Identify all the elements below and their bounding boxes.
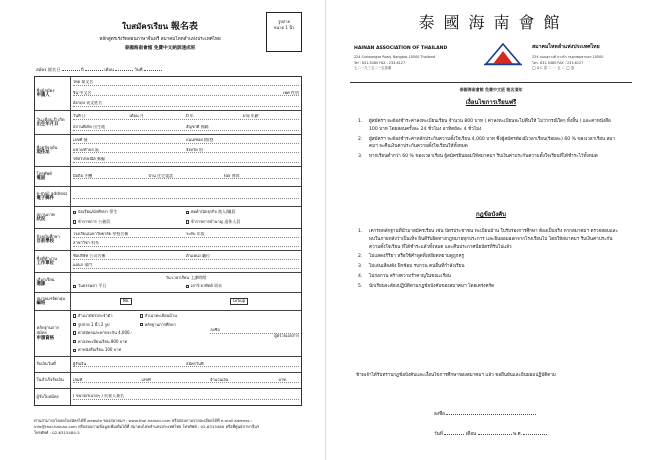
address-thai: 224 ถนนสุรวงศ์ บางรัก กรุงเทพมหานคร 10500 โทร. 631-5480 FAX : 233-6127 ◯ A C 泰 二 一 五 二 ◯ 泰 xyxy=(532,55,604,71)
fax-field[interactable]: Fax 傳真 xyxy=(223,173,240,178)
age-field[interactable]: อายุ 年齢 xyxy=(242,114,259,119)
birth-year-field[interactable]: ปี 年 xyxy=(186,114,194,119)
weekday-option[interactable]: วันธรรมดา 平日 xyxy=(73,284,186,289)
school-name-field[interactable]: โรงเรียน/มหาวิทยาลัย 學校名稱 xyxy=(73,231,129,236)
checker-signature-field[interactable]: ลงชื่อ xyxy=(210,328,299,334)
doc-house-option[interactable]: สำเนาทะเบียนบ้าน xyxy=(140,314,207,319)
school-major-field[interactable]: สาขาวิชา 科系 xyxy=(73,241,299,247)
email-field[interactable] xyxy=(73,194,299,200)
row-receipt: รับเงินวันที่ ผู้รับเงิน สมัครวันที่ xyxy=(35,357,301,373)
row-staff: ผู้รับใบสมัคร ( ขนาด/ขนาดๆ ) 負責人簽名 xyxy=(35,389,301,405)
free-study-conditions-title: เงื่อนไขการเรียนฟรี xyxy=(465,99,517,106)
list-item: 2. ไม่แสดงกิริยา หรือใช้คำพูดที่เหยียดหยามดูถูกครู xyxy=(358,254,464,260)
nationality-field[interactable]: สัญชาติ 國籍 xyxy=(186,124,209,129)
address-english: 224 Suriwongse Road, Bangkok 10500 Thailand Tel : 631-5480 FAX : 233-6127 七二一九三五二一五泰漢 xyxy=(354,55,436,71)
row-name: ชื่อผู้สมัคร 申請人 ไทย 泰文名 จีน 中文名 เพศ 性別 อังกฤษ 英文姓名 xyxy=(35,77,301,111)
address-no-field[interactable]: เลขที่ 號 xyxy=(73,138,88,143)
row-work: ชื่อที่ทำงาน 工作單位 ชื่อบริษัท 公司名稱 ตำแหน่ง 職位 แผนก 部門 xyxy=(35,251,301,273)
address-district-field[interactable]: แขวง/ตำบล 區 xyxy=(73,147,99,152)
regulations-list xyxy=(358,228,620,293)
row-status: สถานภาพ 狀況 นักเรียน/นักศึกษา 學生 พ่อค้า/นักธุรกิจ 商人/職員 ข้าราชการ 公務員 ข้าราชการบำนาญ 退休人員 xyxy=(35,207,301,229)
receipt-date-field[interactable]: ผู้รับเงิน xyxy=(73,361,87,366)
weekend-option[interactable]: เสาร์-อาทิตย์ 周末 xyxy=(186,284,299,289)
association-english-name: HAINAN ASSOCIATION OF THAILAND xyxy=(354,46,448,51)
apply-date-field[interactable]: สมัครวันที่ xyxy=(186,361,204,366)
row-bank: ในสำเร็จรับเงิน เล่มที่ เลขที่ จำนวนเงิน บาท xyxy=(35,373,301,389)
class-number-box[interactable]: No. xyxy=(120,298,133,305)
chinese-subtitle: 泰國海南會館 免費中文班 報名須知 xyxy=(459,87,523,92)
home-phone-field[interactable]: บ้าน 住宅電話 xyxy=(148,173,174,178)
association-thai-name: สมาคมไหหลำแห่งประเทศไทย xyxy=(532,44,600,50)
row-address: ที่อยู่ปัจจุบัน 現住址 เลขที่ 號 ถนน/ซอย 路/巷 แขวง/ตำบล 區 จังหวัด 府 รหัสไปรษณีย์ 郵編 xyxy=(35,135,301,167)
photo-box: รูปถ่าย ขนาด 1 นิ้ว xyxy=(266,12,302,52)
conditions-list xyxy=(358,118,620,163)
receipt-book-field[interactable]: เล่มที่ xyxy=(73,377,83,382)
doc-registration-option[interactable]: ค่าลงทะเบียนเรียน 800 บาท xyxy=(73,340,206,345)
sex-field[interactable]: เพศ 性別 xyxy=(283,90,299,95)
department-field[interactable]: แผนก 部門 xyxy=(73,263,299,269)
birth-month-field[interactable]: เดือน 月 xyxy=(129,114,144,119)
list-item: 5. นักเรียนจะต้องปฏิบัติตามกฎข้อบังคับของสมาคมฯ โดยเคร่งครัด xyxy=(358,283,495,289)
doc-education-option[interactable]: หลักฐานการศึกษา xyxy=(140,323,207,328)
row-documents: หลักฐานการสมัคร 申請資格 สำเนาบัตรประจำตัว สำเนาทะเบียนบ้าน รูปถ่าย 1 นิ้ว 2 รูป หลักฐานการศึกษา ค่าสมัครและค่าประกัน 4,000.- ค่าลงทะเบียนเรียน 800 บาท ค่าหนังสือเรียน 100 บาท ลงชื่อ ผู้ตรวจเอกสาร xyxy=(35,311,301,357)
form-header xyxy=(70,22,250,51)
address-postal-field[interactable]: รหัสไปรษณีย์ 郵編 xyxy=(73,157,299,163)
form-footer-note: ท่านสามารถโหลดใบสมัครได้ที่ website ของสมาคมฯ : www.thai-hainan.com หรือสอบถามรายละเอียดได้ที่ e-mail address : info@thai-hainan.com หรือสอบถามข้อมูลเพิ่มเติมได้ที่ สมาคมไหหลำแห่งประเทศไทย โทรศัพท์ : 02-6315480 หรือที่ศูนย์ภาษาจีนฯ โทรศัพท์ : 02-6315484-5 xyxy=(34,418,260,436)
header-divider xyxy=(350,82,632,83)
class-time-label: วัน-เวลาเรียน 上課時間 xyxy=(165,274,207,280)
list-item: 1. เคารพหลักฐานที่นำมาสมัครเรียน เช่น บัตรประชาชน ทะเบียนบ้าน ใบรับรองการศึกษา ต้องเป็นจริง หากสมาคมฯ ตรวจสอบและพบในภายหลังว่าเป็นเท็จ ยินดีรับผิดทางกฎหมายทุกประการ และยินยอมออกจากโรงเรียนไป โดยให้สมาคมฯ ริบเงินค่าประกันความตั้งใจเรียน ที่ได้ชำระแล้วทั้งหมด และคืนประกาศนียบัตรที่รับไปแล้ว xyxy=(358,229,618,250)
name-thai-field[interactable]: ไทย 泰文名 xyxy=(73,80,299,86)
row-birth: วัน,เดือน,ปี เกิด 出生年月日 วันที่ 日 เดือน 月 ปี 年 อายุ 年齢 สถานที่เกิด 出生地 สัญชาติ 國籍 xyxy=(35,111,301,135)
receipt-number-field[interactable]: เลขที่ xyxy=(141,377,151,382)
row-phone: โทรศัพท์ 電話 มือถือ 手機 บ้าน 住宅電話 Fax 傳真 xyxy=(35,167,301,187)
amount-field[interactable]: จำนวนเงิน xyxy=(209,377,229,382)
staff-signature-field[interactable]: ( ขนาด/ขนาดๆ ) 負責人簽名 xyxy=(73,394,299,400)
status-civil-option[interactable]: ข้าราชการ 公務員 xyxy=(73,220,186,225)
signature-date-line[interactable]: วันที่ เดือน พ.ศ. xyxy=(434,432,547,437)
list-item: 3. ไม่เล่นเสียงดัง ฝึกซ้อม รบกวน คนอื่นที่กำลังเรียน xyxy=(358,264,465,270)
doc-deposit-option[interactable]: ค่าสมัครและค่าประกัน 4,000.- xyxy=(73,331,206,336)
form-subtitle-cn: 泰國海南會館 免費中文納訓速成班 xyxy=(124,45,196,51)
mobile-field[interactable]: มือถือ 手機 xyxy=(73,173,93,178)
form-title: ใบสมัครเรียน 報名表 xyxy=(122,21,198,32)
group-box[interactable]: Group xyxy=(230,298,248,305)
list-item: 3. หากเรียนต่ำกว่า 60 % ของเวลาเรียน ผู้สมัครยินยอมให้สมาคมฯ ริบเงินค่าประกันความตั้งใจเรียนที่ได้ชำระไว้ทั้งหมด xyxy=(358,154,598,160)
row-school: ปัจจุบันศึกษา 目前學校 โรงเรียน/มหาวิทยาลัย 學校名稱 ระดับ 年級 สาขาวิชา 科系 xyxy=(35,229,301,251)
company-field[interactable]: ชื่อบริษัท 公司名稱 xyxy=(73,253,106,258)
birth-date-field[interactable]: วันที่ 日 xyxy=(73,114,86,119)
row-email: e-mail address 電子郵件 xyxy=(35,187,301,207)
list-item: 1. ผู้สมัครฯ จะต้องชำระค่าลงทะเบียนเรียน จำนวน 800 บาท ( ค่าลงทะเบียนจะไม่คืนให้ ไม่ว่ากรณีใดๆ ทั้งสิ้น ) และค่าหนังสือ 100 บาท โดยสอนครั้งละ 24 ชั่วโมง อาทิตย์ละ 4 ชั่วโมง xyxy=(358,119,611,132)
name-chinese-field[interactable]: จีน 中文名 xyxy=(73,90,92,95)
list-item: 4. ไม่ก่อกวน สร้างความรำคาญในขณะเรียน xyxy=(358,273,451,279)
address-road-field[interactable]: ถนน/ซอย 路/巷 xyxy=(186,138,214,143)
row-level: สมาคมฯจัดกลุ่ม 編班 No. Group xyxy=(35,293,301,311)
regulations-title: กฎข้อบังคับ xyxy=(476,211,506,218)
position-field[interactable]: ตำแหน่ง 職位 xyxy=(186,253,211,258)
doc-photo-option[interactable]: รูปถ่าย 1 นิ้ว 2 รูป xyxy=(73,323,140,328)
form-subtitle: หลักสูตรเร่งรัดสอนภาษาจีนฟรี สมาคมไหหลำแห่งประเทศไทย xyxy=(99,37,221,43)
status-student-option[interactable]: นักเรียน/นักศึกษา 學生 xyxy=(73,210,186,215)
name-english-field[interactable]: อังกฤษ 英文姓名 xyxy=(73,101,299,107)
list-item: 2. ผู้สมัครฯ จะต้องชำระค่าหลักประกันความตั้งใจเรียน 4,000 บาท ซึ่งผู้สมัครต้องมีเวลาเรียน(ร้อยละ) 60 % ของเวลาเรียน สมาคมฯ จะคืนเงินค่าประกันความตั้งใจเรียนให้ทั้งหมด xyxy=(358,136,615,150)
school-level-field[interactable]: ระดับ 年級 xyxy=(186,231,205,236)
birthplace-field[interactable]: สถานที่เกิด 出生地 xyxy=(73,124,106,129)
agreement-statement: ข้าพเจ้าได้รับทราบกฎข้อบังคับและเงื่อนไขการศึกษาของสมาคมฯ แล้ว ขอยืนยันและยินยอมปฏิบัติตาม xyxy=(356,373,556,378)
doc-book-option[interactable]: ค่าหนังสือเรียน 100 บาท xyxy=(73,348,206,353)
address-province-field[interactable]: จังหวัด 府 xyxy=(186,147,204,152)
application-table xyxy=(34,76,302,406)
association-logo-icon xyxy=(484,42,522,66)
status-merchant-option[interactable]: พ่อค้า/นักธุรกิจ 商人/職員 xyxy=(186,210,299,215)
association-cjk-title: 泰國海南會館 xyxy=(418,13,569,32)
row-choice: เลือกเรียน 選課 วัน-เวลาเรียน 上課時間 วันธรรมดา 平日 เสาร์-อาทิตย์ 周末 xyxy=(35,273,301,293)
doc-id-option[interactable]: สำเนาบัตรประจำตัว xyxy=(73,314,140,319)
application-date: สมัคร 報名日 ปี เดือน วันที่ xyxy=(36,68,162,73)
signature-line[interactable]: ลงชื่อ xyxy=(434,412,536,417)
status-retired-option[interactable]: ข้าราชการบำนาญ 退休人員 xyxy=(186,220,299,225)
terms-page xyxy=(325,0,650,460)
